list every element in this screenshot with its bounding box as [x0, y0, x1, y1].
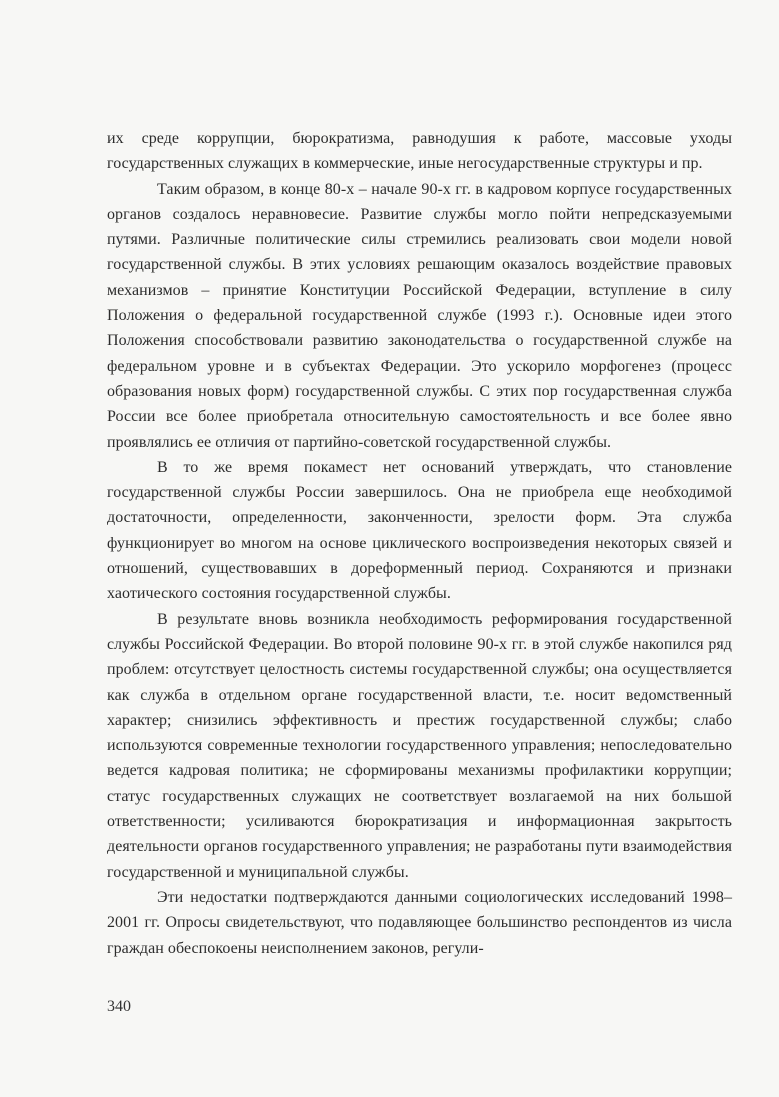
paragraph-continued: их среде коррупции, бюрократизма, равнодушия к работе, массовые уходы государственных служащих в коммерческие, иные негосударственные структуры и пр. — [107, 130, 732, 173]
body-text — [107, 126, 732, 961]
paragraph-4: Эти недостатки подтверждаются данными социологических исследований 1998–2001 гг. Опросы свидетельствуют, что подавляющее большинство респондентов из числа граждан обеспокоены неисполнением законов, регули- — [107, 888, 732, 957]
page-number: 340 — [107, 998, 131, 1015]
paragraph-3: В результате вновь возникла необходимость реформирования государственной службы Российской Федерации. Во второй половине 90-х гг. в этой службе накопился ряд проблем: отсутствует целостность системы государственной службы; она осуществляется как служба в отдельном органе государственной власти, т.е. носит ведомственный характер; снизились эффективность и престиж государственной службы; слабо используются современные технологии государственного управления; непоследовательно ведется кадровая политика; не сформированы механизмы профилактики коррупции; статус государственных служащих не соответствует возлагаемой на них большой ответственности; усиливаются бюрократизация и информационная закрытость деятельности органов государственного управления; не разработаны пути взаимодействия государственной и муниципальной службы. — [107, 610, 732, 881]
paragraph-2: В то же время покамест нет оснований утверждать, что становление государственной службы России завершилось. Она не приобрела еще необходимой достаточности, определенности, законченности, зрелости форм. Эта служба функционирует во многом на основе циклического воспроизведения некоторых связей и отношений, существовавших в дореформенный период. Сохраняются и признаки хаотического состояния государственной службы. — [107, 458, 732, 603]
paragraph-1: Таким образом, в конце 80-х – начале 90-х гг. в кадровом корпусе государственных органов создалось неравновесие. Развитие службы могло пойти непредсказуемыми путями. Различные политические силы стремились реализовать свои модели новой государственной службы. В этих условиях решающим оказалось воздействие правовых механизмов – принятие Конституции Российской Федерации, вступление в силу Положения о федеральной государственной службе (1993 г.). Основные идеи этого Положения способствовали развитию законодательства о государственной службе на федеральном уровне и в субъектах Федерации. Это ускорило морфогенез (процесс образования новых форм) государственной службы. С этих пор государственная служба России все более приобретала относительную самостоятельность и все более явно проявлялись ее отличия от партийно-советской государственной службы. — [107, 180, 732, 451]
